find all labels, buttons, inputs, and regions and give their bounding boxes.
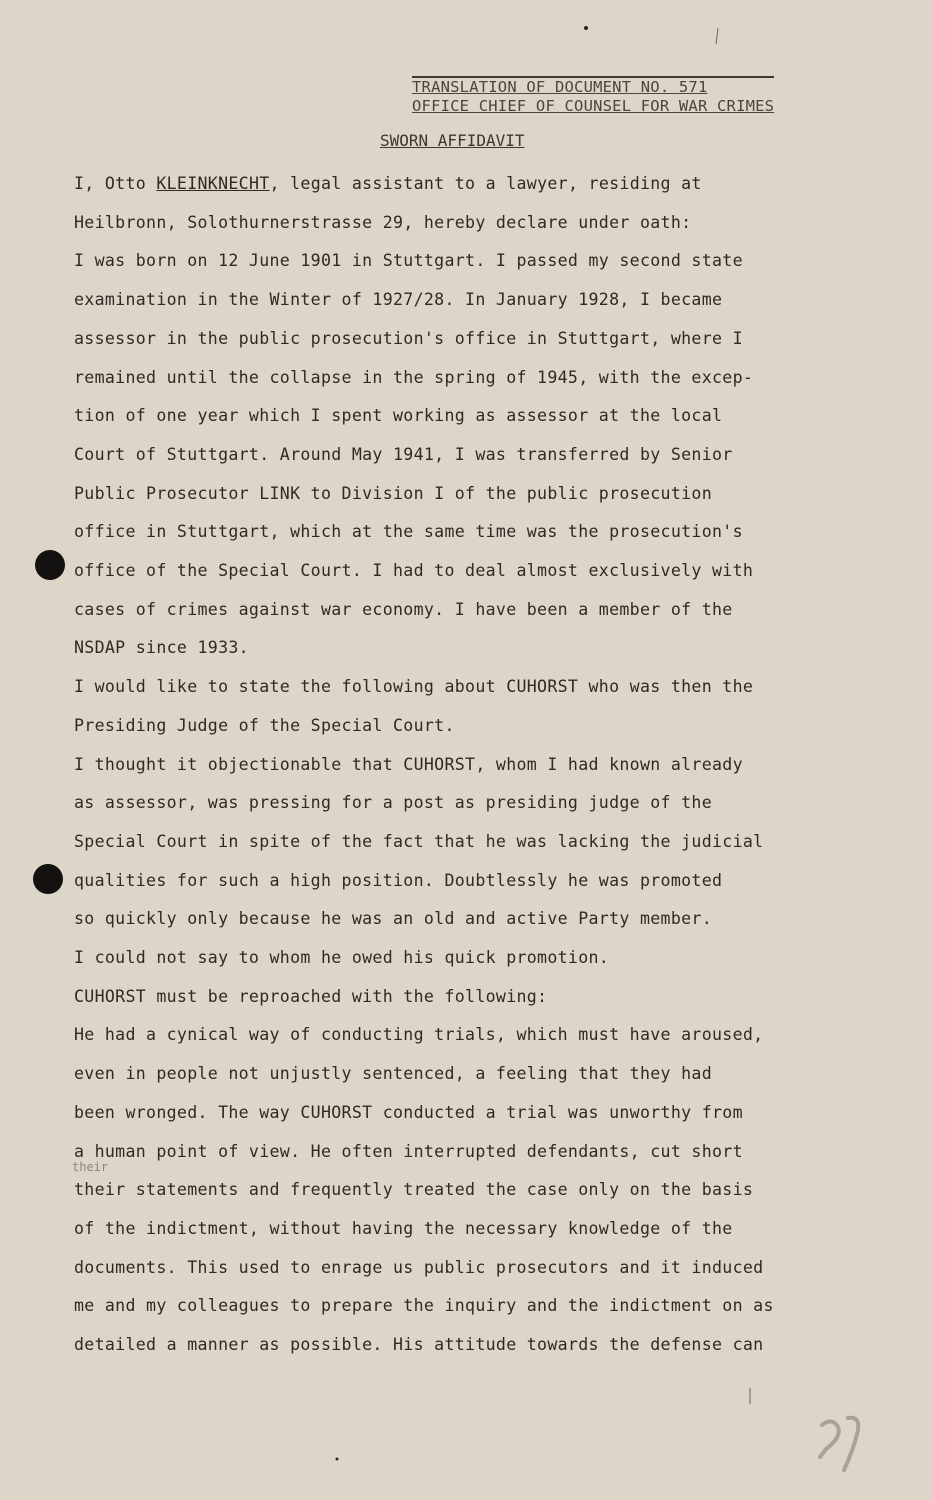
interlinear-insertion: their: [72, 1160, 109, 1174]
text-line: of the indictment, without having the necessary knowledge of the: [74, 1218, 733, 1238]
text-line: He had a cynical way of conducting trials, which must have aroused,: [74, 1025, 764, 1045]
header-office-line: OFFICE CHIEF OF COUNSEL FOR WAR CRIMES: [412, 97, 775, 115]
ink-speck: [584, 26, 588, 30]
text-line: remained until the collapse in the spring of 1945, with the excep-: [74, 367, 754, 387]
text-line: I was born on 12 June 1901 in Stuttgart. I passed my second state: [74, 251, 743, 271]
document-title: SWORN AFFIDAVIT: [380, 131, 525, 150]
text-line: a human point of view. He often interrupted defendants, cut short: [74, 1141, 743, 1161]
text-line: so quickly only because he was an old and active Party member.: [74, 909, 712, 929]
text-line: me and my colleagues to prepare the inquiry and the indictment on as: [74, 1296, 774, 1316]
text-line: CUHORST must be reproached with the following:: [74, 986, 548, 1006]
text-line: I would like to state the following about CUHORST who was then the: [74, 677, 754, 697]
text-line: documents. This used to enrage us public prosecutors and it induced: [74, 1257, 764, 1277]
text-line: Court of Stuttgart. Around May 1941, I was transferred by Senior: [74, 444, 733, 464]
text-line: I could not say to whom he owed his quick promotion.: [74, 948, 610, 968]
text-line: office of the Special Court. I had to deal almost exclusively with: [74, 561, 754, 581]
text-line: Heilbronn, Solothurnerstrasse 29, hereby declare under oath:: [74, 212, 692, 232]
document-header: [412, 76, 774, 116]
punch-hole: [33, 864, 63, 894]
text-line: Presiding Judge of the Special Court.: [74, 715, 455, 735]
text-line: cases of crimes against war economy. I have been a member of the: [74, 599, 733, 619]
ink-speck: [336, 1458, 339, 1461]
text-line: detailed a manner as possible. His attitude towards the defense can: [74, 1335, 764, 1355]
text-line: their statements and frequently treated the case only on the basis: [74, 1180, 754, 1200]
text-line: I thought it objectionable that CUHORST, whom I had known already: [74, 754, 743, 774]
text-line: been wronged. The way CUHORST conducted a trial was unworthy from: [74, 1102, 743, 1122]
affidavit-body: [74, 165, 864, 1365]
text-line: Special Court in spite of the fact that he was lacking the judicial: [74, 831, 764, 851]
affiant-name: KLEINKNECHT: [156, 174, 270, 193]
pencil-stroke: [716, 28, 718, 44]
text-line: even in people not unjustly sentenced, a feeling that they had: [74, 1064, 712, 1084]
header-translation-line: TRANSLATION OF DOCUMENT NO. 571: [412, 76, 774, 97]
text-line: tion of one year which I spent working as assessor at the local: [74, 406, 723, 426]
text-line: assessor in the public prosecution's office in Stuttgart, where I: [74, 328, 743, 348]
punch-hole: [35, 550, 65, 580]
pencil-page-number: [820, 1418, 858, 1470]
text-line: as assessor, was pressing for a post as presiding judge of the: [74, 793, 712, 813]
text-line: office in Stuttgart, which at the same time was the prosecution's: [74, 522, 743, 542]
text-line: qualities for such a high position. Doubtlessly he was promoted: [74, 870, 723, 890]
text-line: Public Prosecutor LINK to Division I of the public prosecution: [74, 483, 712, 503]
text-line: examination in the Winter of 1927/28. In January 1928, I became: [74, 290, 723, 310]
text-line: I, Otto KLEINKNECHT, legal assistant to a lawyer, residing at: [74, 174, 702, 193]
text-line: NSDAP since 1933.: [74, 638, 249, 658]
